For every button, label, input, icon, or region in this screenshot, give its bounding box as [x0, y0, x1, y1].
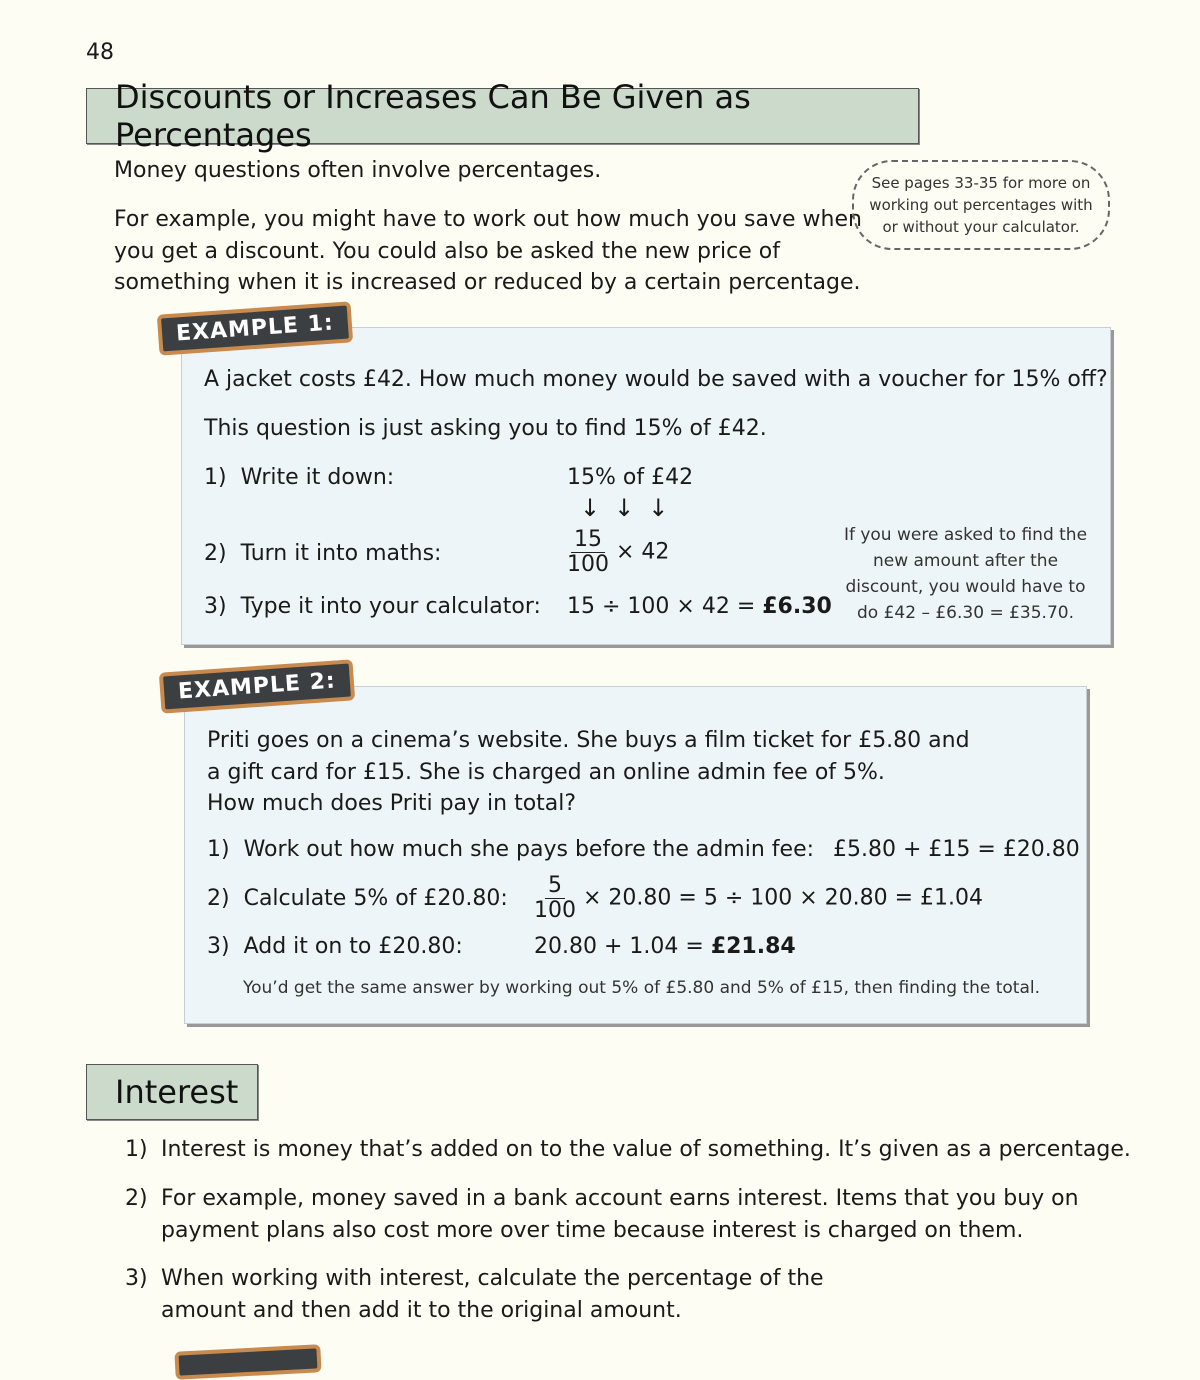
step-label: Type it into your calculator:	[240, 594, 541, 619]
step-label: Write it down:	[240, 465, 395, 490]
step-number: 3)	[207, 934, 230, 959]
section-heading-discounts: Discounts or Increases Can Be Given as Percentages	[86, 88, 919, 144]
question-line: a gift card for £15. She is charged an online admin fee of 5%.	[207, 759, 885, 785]
item-number: 2)	[125, 1186, 148, 1211]
example-2-step-3	[207, 934, 463, 959]
fraction	[567, 528, 609, 577]
calculation: × 20.80 = 5 ÷ 100 × 20.80 = £1.04	[583, 885, 984, 911]
step-label: Work out how much she pays before the admin fee:	[243, 837, 815, 862]
answer: £6.30	[762, 594, 832, 619]
calculation: 15 ÷ 100 × 42 =	[567, 594, 763, 619]
example-2-step-1	[207, 837, 814, 862]
step-3-work	[567, 594, 832, 619]
section-heading-interest: Interest	[86, 1064, 258, 1120]
example-1-step-2	[204, 541, 441, 566]
fraction-numerator: 15	[571, 528, 605, 553]
step-label: Calculate 5% of £20.80:	[243, 886, 508, 911]
item-line: amount and then add it to the original amount.	[161, 1297, 682, 1323]
step-2-work	[534, 874, 983, 923]
down-arrows-icon: ↓↓↓	[580, 494, 683, 522]
step-number: 3)	[204, 594, 227, 619]
example-1-step-1	[204, 465, 394, 490]
example-2-note: You’d get the same answer by working out 5% of £5.80 and 5% of £15, then finding the total.	[243, 978, 1041, 998]
fraction-multiplier: × 42	[616, 539, 670, 565]
example-1-step-3	[204, 594, 541, 619]
interest-item-1	[125, 1134, 1131, 1166]
page-number: 48	[86, 40, 114, 65]
fraction-numerator: 5	[545, 874, 565, 899]
fraction-denominator: 100	[534, 898, 576, 923]
step-1-work: £5.80 + £15 = £20.80	[833, 837, 1080, 862]
step-label: Add it on to £20.80:	[243, 934, 463, 959]
example-badge-partial	[174, 1344, 321, 1380]
step-number: 1)	[207, 837, 230, 862]
example-1-explanation: This question is just asking you to find 15% of £42.	[204, 416, 767, 441]
example-2-question	[207, 725, 970, 820]
callout-text: See pages 33-35 for more on working out percentages with or without your calculator.	[869, 174, 1093, 236]
question-line: Priti goes on a cinema’s website. She buys a film ticket for £5.80 and	[207, 728, 970, 753]
item-text: Interest is money that’s added on to the value of something. It’s given as a percentage.	[161, 1137, 1131, 1162]
example-1-badge: EXAMPLE 1:	[157, 301, 353, 355]
question-line: How much does Priti pay in total?	[207, 791, 577, 816]
item-line: When working with interest, calculate the percentage of the	[161, 1266, 824, 1291]
item-line: For example, money saved in a bank account earns interest. Items that you buy on	[161, 1186, 1079, 1211]
answer: £21.84	[710, 934, 796, 959]
calculation: 20.80 + 1.04 =	[534, 934, 711, 959]
item-line: payment plans also cost more over time because interest is charged on them.	[161, 1217, 1024, 1243]
step-3-work	[534, 934, 796, 959]
step-label: Turn it into maths:	[240, 541, 442, 566]
step-2-work	[567, 528, 669, 577]
callout-note	[852, 160, 1110, 250]
intro-paragraph-1: Money questions often involve percentages.	[114, 158, 602, 183]
step-1-work: 15% of £42	[567, 465, 694, 490]
item-number: 1)	[125, 1137, 148, 1162]
intro-paragraph-2: For example, you might have to work out how much you save when you get a discount. You could also be asked the new price of something when it is increased or reduced by a certain percentage.	[114, 207, 862, 295]
fraction	[534, 874, 576, 923]
fraction-denominator: 100	[567, 552, 609, 577]
example-1-side-note: If you were asked to find the new amount after the discount, you would have to do £42 – £6.30 = £35.70.	[843, 525, 1088, 623]
interest-item-3	[125, 1263, 824, 1323]
item-text	[161, 1183, 1079, 1246]
example-1-question: A jacket costs £42. How much money would be saved with a voucher for 15% off?	[204, 367, 1108, 392]
step-number: 2)	[204, 541, 227, 566]
item-text	[161, 1263, 824, 1326]
step-number: 1)	[204, 465, 227, 490]
step-number: 2)	[207, 886, 230, 911]
item-number: 3)	[125, 1266, 148, 1291]
example-2-step-2	[207, 886, 508, 911]
interest-item-2	[125, 1183, 1079, 1243]
example-2-badge: EXAMPLE 2:	[159, 659, 355, 713]
